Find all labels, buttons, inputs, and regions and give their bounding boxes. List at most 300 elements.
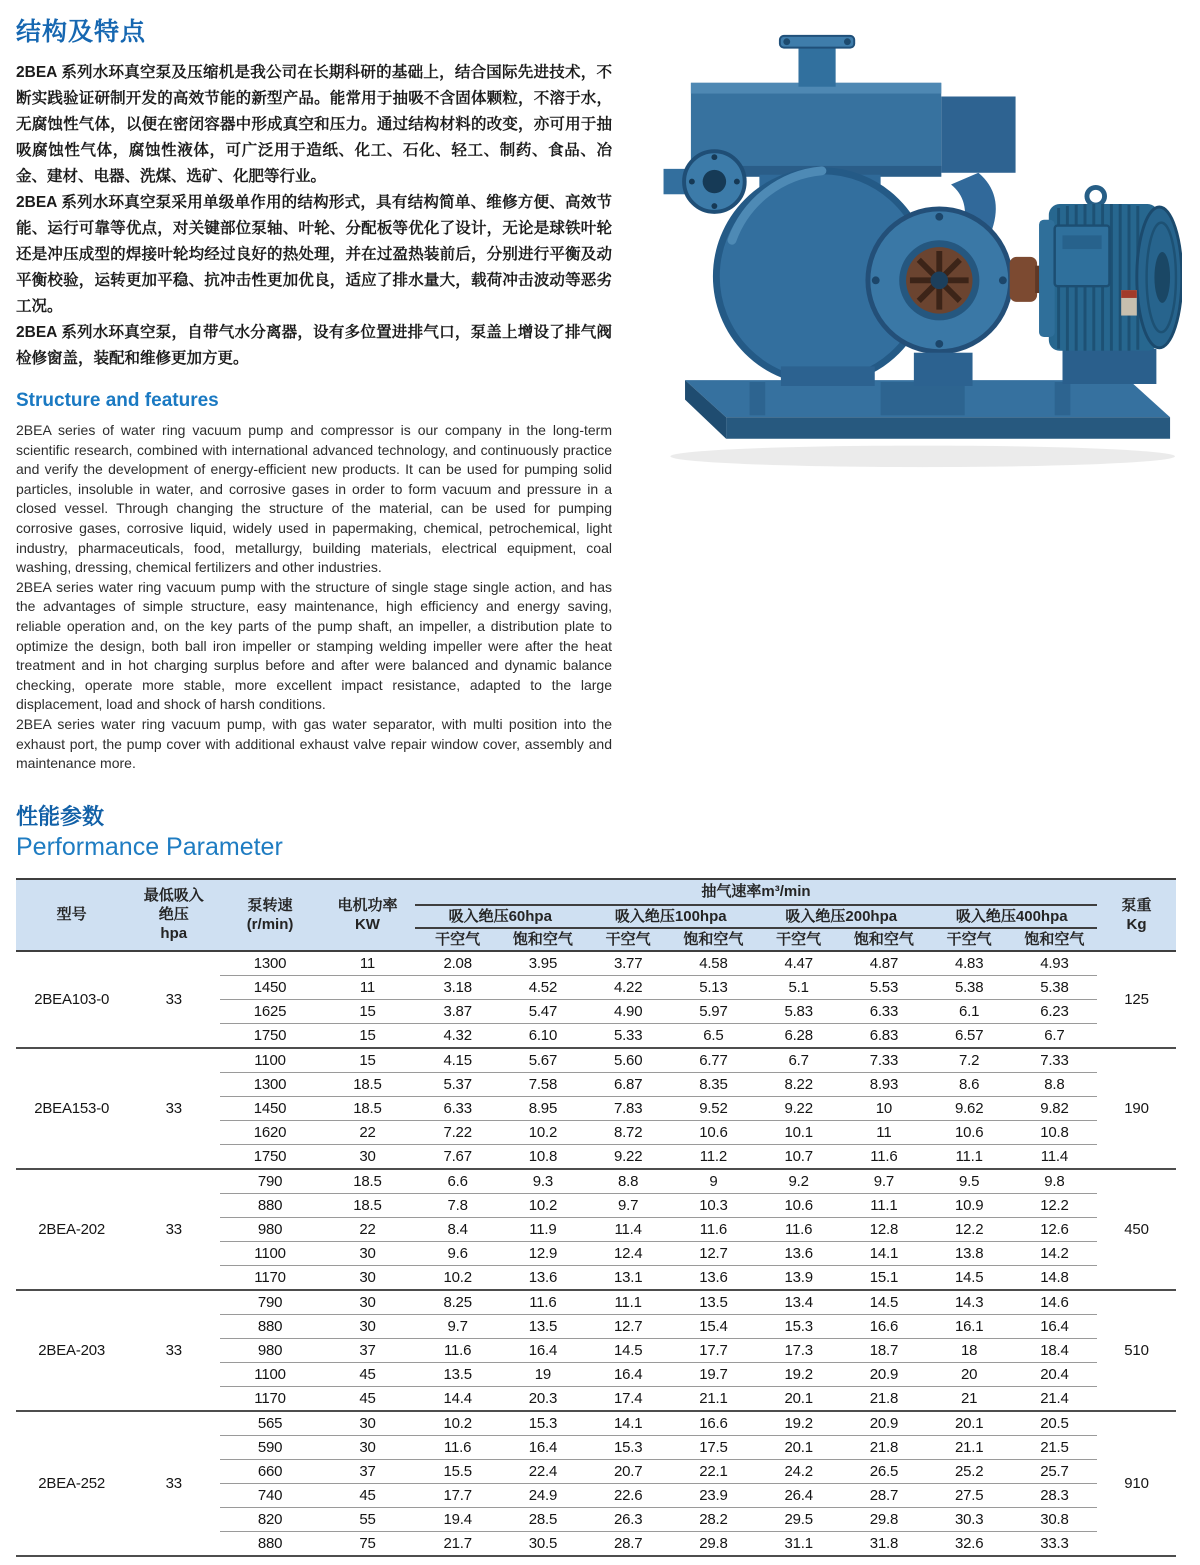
rate-value-cell: 9 <box>671 1169 756 1194</box>
rate-value-cell: 8.95 <box>500 1096 585 1120</box>
rate-value-cell: 20.3 <box>500 1386 585 1411</box>
cn-paragraph-3: 2BEA 系列水环真空泵，自带气水分离器，设有多位置进排气口，泵盖上增设了排气阀检修窗盖，装配和维修更加方更。 <box>16 324 612 367</box>
speed-cell: 820 <box>220 1507 320 1531</box>
rate-value-cell: 19.7 <box>671 1362 756 1386</box>
speed-cell: 1100 <box>220 1048 320 1073</box>
power-cell: 45 <box>320 1362 415 1386</box>
table-header <box>16 879 1176 951</box>
rate-value-cell: 30.5 <box>500 1531 585 1556</box>
rate-value-cell: 20.9 <box>841 1411 926 1436</box>
rate-value-cell: 18.4 <box>1012 1338 1097 1362</box>
rate-value-cell: 9.7 <box>415 1314 500 1338</box>
table-row <box>16 1411 1176 1436</box>
rate-value-cell: 20.7 <box>586 1459 671 1483</box>
rate-value-cell: 15.1 <box>841 1265 926 1290</box>
rate-value-cell: 24.9 <box>500 1483 585 1507</box>
speed-cell: 1750 <box>220 1144 320 1169</box>
rate-value-cell: 7.83 <box>586 1096 671 1120</box>
rate-value-cell: 8.93 <box>841 1072 926 1096</box>
rate-value-cell: 9.2 <box>756 1169 841 1194</box>
rate-value-cell: 11.2 <box>671 1144 756 1169</box>
speed-cell: 1170 <box>220 1386 320 1411</box>
rate-value-cell: 6.57 <box>927 1023 1012 1048</box>
rate-value-cell: 13.8 <box>927 1241 1012 1265</box>
rate-value-cell: 20.5 <box>1012 1411 1097 1436</box>
base-frame <box>685 380 1170 439</box>
motor <box>1039 187 1182 384</box>
power-cell: 22 <box>320 1217 415 1241</box>
rate-value-cell: 16.6 <box>841 1314 926 1338</box>
rate-value-cell: 20 <box>927 1362 1012 1386</box>
rate-value-cell: 27.5 <box>927 1483 1012 1507</box>
rate-value-cell: 19 <box>500 1362 585 1386</box>
power-cell: 30 <box>320 1241 415 1265</box>
rate-value-cell: 9.22 <box>586 1144 671 1169</box>
rate-value-cell: 13.6 <box>756 1241 841 1265</box>
speed-cell: 1170 <box>220 1265 320 1290</box>
rate-value-cell: 6.33 <box>841 999 926 1023</box>
rate-value-cell: 12.7 <box>671 1241 756 1265</box>
ground-shadow <box>670 446 1175 468</box>
rate-value-cell: 31.8 <box>841 1531 926 1556</box>
rate-value-cell: 11.6 <box>671 1217 756 1241</box>
performance-section <box>16 800 1180 1557</box>
col-header-model: 型号 <box>16 879 127 951</box>
performance-table <box>16 878 1176 1557</box>
power-cell: 45 <box>320 1386 415 1411</box>
rate-value-cell: 12.9 <box>500 1241 585 1265</box>
performance-title-en: Performance Parameter <box>16 832 283 861</box>
rate-value-cell: 15.4 <box>671 1314 756 1338</box>
rate-value-cell: 16.6 <box>671 1411 756 1436</box>
rate-value-cell: 25.2 <box>927 1459 1012 1483</box>
rate-value-cell: 4.58 <box>671 951 756 976</box>
rate-value-cell: 13.5 <box>671 1290 756 1315</box>
rate-value-cell: 8.6 <box>927 1072 1012 1096</box>
rate-value-cell: 4.22 <box>586 975 671 999</box>
rate-value-cell: 3.95 <box>500 951 585 976</box>
col-header-saturated-air: 饱和空气 <box>1012 928 1097 951</box>
rate-value-cell: 10.2 <box>500 1120 585 1144</box>
rate-value-cell: 23.9 <box>671 1483 756 1507</box>
rate-value-cell: 33.3 <box>1012 1531 1097 1556</box>
rate-value-cell: 5.38 <box>1012 975 1097 999</box>
rate-value-cell: 2.08 <box>415 951 500 976</box>
rate-value-cell: 10.2 <box>415 1411 500 1436</box>
col-header-dry-air: 干空气 <box>756 928 841 951</box>
speed-cell: 1300 <box>220 1072 320 1096</box>
col-header-pressure-100: 吸入绝压100hpa <box>586 905 757 928</box>
rate-value-cell: 21.8 <box>841 1386 926 1411</box>
structure-text-column <box>16 8 612 774</box>
rate-value-cell: 4.93 <box>1012 951 1097 976</box>
power-cell: 15 <box>320 999 415 1023</box>
rate-value-cell: 6.1 <box>927 999 1012 1023</box>
rate-value-cell: 6.28 <box>756 1023 841 1048</box>
power-cell: 18.5 <box>320 1096 415 1120</box>
rate-value-cell: 16.4 <box>500 1435 585 1459</box>
rate-value-cell: 7.58 <box>500 1072 585 1096</box>
rate-value-cell: 5.13 <box>671 975 756 999</box>
rate-value-cell: 9.8 <box>1012 1169 1097 1194</box>
rate-value-cell: 28.3 <box>1012 1483 1097 1507</box>
rate-value-cell: 17.3 <box>756 1338 841 1362</box>
min-pressure-cell: 33 <box>127 1290 220 1411</box>
rate-value-cell: 11.4 <box>1012 1144 1097 1169</box>
rate-value-cell: 10 <box>841 1096 926 1120</box>
rate-value-cell: 15.3 <box>500 1411 585 1436</box>
rate-value-cell: 4.47 <box>756 951 841 976</box>
speed-cell: 590 <box>220 1435 320 1459</box>
rate-value-cell: 18 <box>927 1338 1012 1362</box>
power-cell: 30 <box>320 1290 415 1315</box>
rate-value-cell: 9.62 <box>927 1096 1012 1120</box>
rate-value-cell: 22.4 <box>500 1459 585 1483</box>
rate-value-cell: 20.1 <box>756 1386 841 1411</box>
power-cell: 30 <box>320 1411 415 1436</box>
rate-value-cell: 6.77 <box>671 1048 756 1073</box>
rate-value-cell: 17.7 <box>415 1483 500 1507</box>
rate-value-cell: 25.7 <box>1012 1459 1097 1483</box>
rate-value-cell: 12.4 <box>586 1241 671 1265</box>
rate-value-cell: 7.2 <box>927 1048 1012 1073</box>
rate-value-cell: 13.5 <box>415 1362 500 1386</box>
pump-unit-photo <box>634 30 1182 472</box>
rate-value-cell: 12.6 <box>1012 1217 1097 1241</box>
weight-cell: 910 <box>1097 1411 1176 1556</box>
rate-value-cell: 8.35 <box>671 1072 756 1096</box>
rate-value-cell: 8.4 <box>415 1217 500 1241</box>
table-row <box>16 1048 1176 1073</box>
pump-body <box>664 36 1016 386</box>
rate-value-cell: 21.5 <box>1012 1435 1097 1459</box>
rate-value-cell: 21.1 <box>927 1435 1012 1459</box>
rate-value-cell: 26.3 <box>586 1507 671 1531</box>
rate-value-cell: 14.5 <box>841 1290 926 1315</box>
rate-value-cell: 10.6 <box>927 1120 1012 1144</box>
table-row <box>16 1169 1176 1194</box>
rate-value-cell: 8.8 <box>586 1169 671 1194</box>
rate-value-cell: 9.3 <box>500 1169 585 1194</box>
rate-value-cell: 8.72 <box>586 1120 671 1144</box>
speed-cell: 880 <box>220 1531 320 1556</box>
rate-value-cell: 20.1 <box>927 1411 1012 1436</box>
col-header-weight: 泵重 Kg <box>1097 879 1176 951</box>
weight-cell: 510 <box>1097 1290 1176 1411</box>
rate-value-cell: 6.10 <box>500 1023 585 1048</box>
rate-value-cell: 26.5 <box>841 1459 926 1483</box>
rate-value-cell: 11.1 <box>927 1144 1012 1169</box>
rate-value-cell: 11.6 <box>756 1217 841 1241</box>
rate-value-cell: 5.38 <box>927 975 1012 999</box>
rate-value-cell: 8.8 <box>1012 1072 1097 1096</box>
rate-value-cell: 9.7 <box>586 1193 671 1217</box>
model-cell: 2BEA-202 <box>16 1169 127 1290</box>
rate-value-cell: 10.3 <box>671 1193 756 1217</box>
rate-value-cell: 20.1 <box>756 1435 841 1459</box>
rate-value-cell: 5.97 <box>671 999 756 1023</box>
power-cell: 18.5 <box>320 1072 415 1096</box>
rate-value-cell: 9.22 <box>756 1096 841 1120</box>
rate-value-cell: 14.1 <box>586 1411 671 1436</box>
speed-cell: 980 <box>220 1338 320 1362</box>
rate-value-cell: 14.6 <box>1012 1290 1097 1315</box>
rate-value-cell: 11.6 <box>415 1338 500 1362</box>
rate-value-cell: 15.3 <box>756 1314 841 1338</box>
rate-value-cell: 20.4 <box>1012 1362 1097 1386</box>
col-header-pressure-200: 吸入绝压200hpa <box>756 905 927 928</box>
speed-cell: 1100 <box>220 1241 320 1265</box>
model-cell: 2BEA103-0 <box>16 951 127 1048</box>
rate-value-cell: 12.7 <box>586 1314 671 1338</box>
speed-cell: 1450 <box>220 975 320 999</box>
rate-value-cell: 10.9 <box>927 1193 1012 1217</box>
en-paragraph-1: 2BEA series of water ring vacuum pump and compressor is our company in the long-term scientific research, combined with international advanced technology, and continuously practice and verify the development of energy-efficient new products. It can be used for pumping solid particles, insoluble in water, and corrosive gases in order to form vacuum and pressure in a closed vessel. Through changing the structure of the material, can be used for pumping corrosive gases, corrosive liquid, widely used in papermaking, chemical, petrochemical, light industry, pharmaceuticals, food, metallurgy, building materials, electrical equipment, coal washing, dressing, chemical fertilizers and other industries. <box>16 422 612 576</box>
speed-cell: 1100 <box>220 1362 320 1386</box>
rate-value-cell: 5.37 <box>415 1072 500 1096</box>
rate-value-cell: 9.6 <box>415 1241 500 1265</box>
rate-value-cell: 22.6 <box>586 1483 671 1507</box>
col-header-pumping-rate: 抽气速率m³/min <box>415 879 1097 905</box>
speed-cell: 1750 <box>220 1023 320 1048</box>
rate-value-cell: 10.7 <box>756 1144 841 1169</box>
rate-value-cell: 28.2 <box>671 1507 756 1531</box>
model-cell: 2BEA-252 <box>16 1411 127 1556</box>
rate-value-cell: 6.5 <box>671 1023 756 1048</box>
rate-value-cell: 16.4 <box>1012 1314 1097 1338</box>
power-cell: 15 <box>320 1023 415 1048</box>
rate-value-cell: 9.82 <box>1012 1096 1097 1120</box>
rate-value-cell: 5.47 <box>500 999 585 1023</box>
rate-value-cell: 16.4 <box>500 1338 585 1362</box>
rate-value-cell: 28.7 <box>586 1531 671 1556</box>
rate-value-cell: 5.33 <box>586 1023 671 1048</box>
speed-cell: 1300 <box>220 951 320 976</box>
rate-value-cell: 3.77 <box>586 951 671 976</box>
rate-value-cell: 31.1 <box>756 1531 841 1556</box>
rate-value-cell: 6.6 <box>415 1169 500 1194</box>
col-header-motor-power: 电机功率 KW <box>320 879 415 951</box>
section-title-cn: 结构及特点 <box>16 18 147 46</box>
rate-value-cell: 14.5 <box>586 1338 671 1362</box>
rate-value-cell: 29.8 <box>841 1507 926 1531</box>
rate-value-cell: 12.2 <box>1012 1193 1097 1217</box>
rate-value-cell: 13.6 <box>500 1265 585 1290</box>
rate-value-cell: 29.5 <box>756 1507 841 1531</box>
rate-value-cell: 16.1 <box>927 1314 1012 1338</box>
rate-value-cell: 10.8 <box>1012 1120 1097 1144</box>
rate-value-cell: 14.8 <box>1012 1265 1097 1290</box>
speed-cell: 1620 <box>220 1120 320 1144</box>
rate-value-cell: 13.1 <box>586 1265 671 1290</box>
power-cell: 55 <box>320 1507 415 1531</box>
power-cell: 37 <box>320 1338 415 1362</box>
rate-value-cell: 19.4 <box>415 1507 500 1531</box>
rate-value-cell: 10.6 <box>671 1120 756 1144</box>
col-header-saturated-air: 饱和空气 <box>671 928 756 951</box>
rate-value-cell: 6.87 <box>586 1072 671 1096</box>
rate-value-cell: 10.6 <box>756 1193 841 1217</box>
rate-value-cell: 11.6 <box>841 1144 926 1169</box>
rate-value-cell: 4.32 <box>415 1023 500 1048</box>
min-pressure-cell: 33 <box>127 951 220 1048</box>
power-cell: 18.5 <box>320 1193 415 1217</box>
rate-value-cell: 10.2 <box>500 1193 585 1217</box>
speed-cell: 740 <box>220 1483 320 1507</box>
speed-cell: 565 <box>220 1411 320 1436</box>
rate-value-cell: 11.9 <box>500 1217 585 1241</box>
power-cell: 11 <box>320 951 415 976</box>
rate-value-cell: 21.1 <box>671 1386 756 1411</box>
rate-value-cell: 6.7 <box>756 1048 841 1073</box>
rate-value-cell: 22.1 <box>671 1459 756 1483</box>
col-header-saturated-air: 饱和空气 <box>500 928 585 951</box>
rate-value-cell: 26.4 <box>756 1483 841 1507</box>
rate-value-cell: 17.5 <box>671 1435 756 1459</box>
rate-value-cell: 6.83 <box>841 1023 926 1048</box>
rate-value-cell: 7.8 <box>415 1193 500 1217</box>
section-title-en: Structure and features <box>16 390 219 411</box>
col-header-dry-air: 干空气 <box>927 928 1012 951</box>
rate-value-cell: 5.60 <box>586 1048 671 1073</box>
model-cell: 2BEA-203 <box>16 1290 127 1411</box>
speed-cell: 790 <box>220 1169 320 1194</box>
rate-value-cell: 6.23 <box>1012 999 1097 1023</box>
rate-value-cell: 10.2 <box>415 1265 500 1290</box>
rate-value-cell: 5.67 <box>500 1048 585 1073</box>
rate-value-cell: 8.22 <box>756 1072 841 1096</box>
col-header-dry-air: 干空气 <box>415 928 500 951</box>
rate-value-cell: 28.7 <box>841 1483 926 1507</box>
power-cell: 30 <box>320 1144 415 1169</box>
weight-cell: 450 <box>1097 1169 1176 1290</box>
cn-paragraph-1: 2BEA 系列水环真空泵及压缩机是我公司在长期科研的基础上，结合国际先进技术，不断实践验证研制开发的高效节能的新型产品。能常用于抽吸不含固体颗粒，不溶于水，无腐蚀性气体，以便在密闭容器中形成真空和压力。通过结构材料的改变，亦可用于抽吸腐蚀性气体，腐蚀性液体，可广泛用于造纸、化工、石化、轻工、制药、食品、冶金、建材、电器、洗煤、选矿、化肥等行业。 <box>16 64 612 185</box>
performance-title-cn: 性能参数 <box>16 803 105 829</box>
col-header-pressure-60: 吸入绝压60hpa <box>415 905 586 928</box>
rate-value-cell: 19.2 <box>756 1411 841 1436</box>
rate-value-cell: 6.33 <box>415 1096 500 1120</box>
rate-value-cell: 7.67 <box>415 1144 500 1169</box>
cn-paragraph-2: 2BEA 系列水环真空泵采用单级单作用的结构形式，具有结构简单、维修方便、高效节能、运行可靠等优点，对关键部位泵轴、叶轮、分配板等优化了设计，无论是球铁叶轮还是冲压成型的焊接叶轮均经过良好的热处理，并在过盈热装前后，分别进行平衡及动平衡校验，运转更加平稳、抗冲击性更加优良，适应了排水量大，载荷冲击波动等恶劣工况。 <box>16 194 612 315</box>
speed-cell: 1625 <box>220 999 320 1023</box>
rate-value-cell: 24.2 <box>756 1459 841 1483</box>
rate-value-cell: 11.1 <box>841 1193 926 1217</box>
rate-value-cell: 13.4 <box>756 1290 841 1315</box>
model-cell: 2BEA153-0 <box>16 1048 127 1169</box>
min-pressure-cell: 33 <box>127 1411 220 1556</box>
col-header-saturated-air: 饱和空气 <box>841 928 926 951</box>
weight-cell: 125 <box>1097 951 1176 1048</box>
col-header-dry-air: 干空气 <box>586 928 671 951</box>
min-pressure-cell: 33 <box>127 1169 220 1290</box>
rate-value-cell: 3.18 <box>415 975 500 999</box>
rate-value-cell: 5.83 <box>756 999 841 1023</box>
rate-value-cell: 14.1 <box>841 1241 926 1265</box>
col-header-min-pressure: 最低吸入 绝压 hpa <box>127 879 220 951</box>
col-header-pump-speed: 泵转速 (r/min) <box>220 879 320 951</box>
rate-value-cell: 7.33 <box>841 1048 926 1073</box>
rate-value-cell: 12.8 <box>841 1217 926 1241</box>
weight-cell: 190 <box>1097 1048 1176 1169</box>
rate-value-cell: 9.7 <box>841 1169 926 1194</box>
rate-value-cell: 18.7 <box>841 1338 926 1362</box>
rate-value-cell: 11.6 <box>415 1435 500 1459</box>
rate-value-cell: 13.5 <box>500 1314 585 1338</box>
power-cell: 11 <box>320 975 415 999</box>
rate-value-cell: 19.2 <box>756 1362 841 1386</box>
power-cell: 30 <box>320 1435 415 1459</box>
rate-value-cell: 12.2 <box>927 1217 1012 1241</box>
rate-value-cell: 21.7 <box>415 1531 500 1556</box>
speed-cell: 980 <box>220 1217 320 1241</box>
product-photo-column <box>612 8 1182 477</box>
rate-value-cell: 20.9 <box>841 1362 926 1386</box>
table-row <box>16 1290 1176 1315</box>
rate-value-cell: 15.3 <box>586 1435 671 1459</box>
speed-cell: 790 <box>220 1290 320 1315</box>
table-row <box>16 951 1176 976</box>
power-cell: 45 <box>320 1483 415 1507</box>
rate-value-cell: 14.2 <box>1012 1241 1097 1265</box>
rate-value-cell: 10.8 <box>500 1144 585 1169</box>
rate-value-cell: 4.15 <box>415 1048 500 1073</box>
rate-value-cell: 13.6 <box>671 1265 756 1290</box>
table-body <box>16 951 1176 1556</box>
rate-value-cell: 4.52 <box>500 975 585 999</box>
rate-value-cell: 17.7 <box>671 1338 756 1362</box>
rate-value-cell: 9.5 <box>927 1169 1012 1194</box>
power-cell: 37 <box>320 1459 415 1483</box>
structure-section <box>16 8 1180 774</box>
rate-value-cell: 14.5 <box>927 1265 1012 1290</box>
rate-value-cell: 3.87 <box>415 999 500 1023</box>
rate-value-cell: 30.8 <box>1012 1507 1097 1531</box>
rate-value-cell: 6.7 <box>1012 1023 1097 1048</box>
rate-value-cell: 14.3 <box>927 1290 1012 1315</box>
en-paragraph-2: 2BEA series water ring vacuum pump with the structure of single stage single action, and has the advantages of simple structure, easy maintenance, high efficiency and energy saving, reliable operation and, on the key parts of the pump shaft, an impeller, a distribution plate to optimize the design, both ball iron impeller or stamping welding impeller were after the heat treatment and in hot charging surplus before and after were balanced and dynamic balance checking, operate more stable, more excellent impact resistance, adapted to the large displacement, load and shock of harsh conditions. <box>16 578 612 713</box>
power-cell: 18.5 <box>320 1169 415 1194</box>
min-pressure-cell: 33 <box>127 1048 220 1169</box>
rate-value-cell: 5.53 <box>841 975 926 999</box>
rate-value-cell: 14.4 <box>415 1386 500 1411</box>
rate-value-cell: 9.52 <box>671 1096 756 1120</box>
rate-value-cell: 10.1 <box>756 1120 841 1144</box>
speed-cell: 880 <box>220 1314 320 1338</box>
rate-value-cell: 4.90 <box>586 999 671 1023</box>
rate-value-cell: 11.6 <box>500 1290 585 1315</box>
power-cell: 30 <box>320 1265 415 1290</box>
rate-value-cell: 11.1 <box>586 1290 671 1315</box>
rate-value-cell: 30.3 <box>927 1507 1012 1531</box>
power-cell: 30 <box>320 1314 415 1338</box>
rate-value-cell: 29.8 <box>671 1531 756 1556</box>
power-cell: 22 <box>320 1120 415 1144</box>
rate-value-cell: 11.4 <box>586 1217 671 1241</box>
rate-value-cell: 13.9 <box>756 1265 841 1290</box>
rate-value-cell: 16.4 <box>586 1362 671 1386</box>
speed-cell: 660 <box>220 1459 320 1483</box>
rate-value-cell: 32.6 <box>927 1531 1012 1556</box>
power-cell: 15 <box>320 1048 415 1073</box>
rate-value-cell: 28.5 <box>500 1507 585 1531</box>
rate-value-cell: 8.25 <box>415 1290 500 1315</box>
speed-cell: 880 <box>220 1193 320 1217</box>
col-header-pressure-400: 吸入绝压400hpa <box>927 905 1098 928</box>
rate-value-cell: 21.8 <box>841 1435 926 1459</box>
rate-value-cell: 21 <box>927 1386 1012 1411</box>
power-cell: 75 <box>320 1531 415 1556</box>
en-paragraph-3: 2BEA series water ring vacuum pump, with gas water separator, with multi position into the exhaust port, the pump cover with additional exhaust valve repair window cover, assembly and maintenance more. <box>16 715 612 772</box>
